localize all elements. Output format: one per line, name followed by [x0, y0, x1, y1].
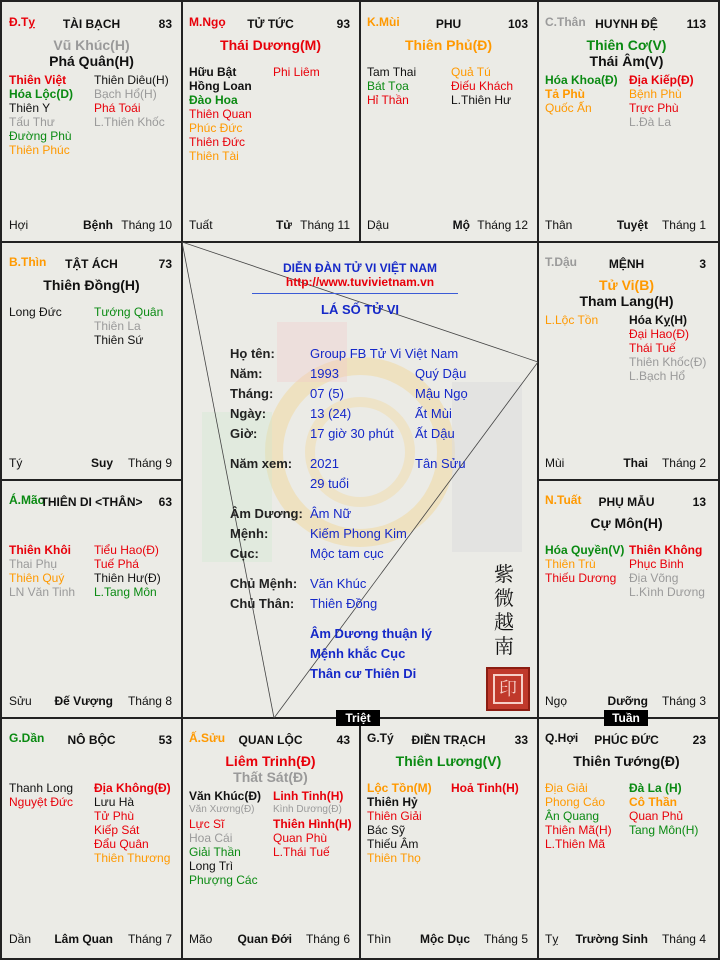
month-label: Tháng 4 — [661, 932, 706, 946]
main-star: Cự Môn(H) — [590, 515, 663, 531]
minor-star: Phục Binh — [629, 557, 684, 571]
calligraphy-char: 南 — [494, 634, 514, 658]
minor-star: L.Đà La — [629, 115, 672, 129]
minor-star: Thiên Y — [9, 101, 51, 115]
minor-star: Nguyệt Đức — [9, 795, 74, 809]
info-value: 07 (5) — [310, 386, 344, 401]
month-label: Tháng 6 — [305, 932, 350, 946]
minor-star: Quan Phủ — [629, 809, 684, 823]
minor-star: Hóa Khoa(Đ) — [545, 73, 618, 87]
info-label: Năm xem: — [230, 456, 293, 471]
minor-star: Thiên Mã(H) — [545, 823, 612, 837]
info-value: 17 giờ 30 phút — [310, 426, 394, 441]
minor-star: Hữu Bật — [189, 65, 237, 79]
minor-star: Phong Cáo — [545, 795, 606, 809]
minor-star: Đại Hao(Đ) — [629, 327, 690, 341]
minor-star: Thiên Sứ — [94, 333, 144, 347]
minor-star: Thiên Thọ — [367, 851, 421, 865]
minor-star: Kiếp Sát — [94, 823, 140, 837]
main-star: Phá Quân(H) — [49, 53, 134, 69]
minor-star: Địa Giải — [545, 781, 588, 795]
minor-star: Long Trì — [189, 859, 234, 873]
stage-label: Lâm Quan — [54, 932, 113, 946]
branch-label: Tỵ — [545, 932, 559, 946]
minor-star: Hóa Kỵ(H) — [629, 313, 688, 327]
palace-number: 93 — [336, 17, 350, 31]
note-line: Âm Dương thuận lý — [310, 626, 432, 641]
minor-star: Hóa Quyền(V) — [545, 543, 625, 557]
info-canchi: Mậu Ngọ — [415, 386, 468, 401]
info-canchi: Ất Dậu — [415, 426, 455, 441]
info-value: 2021 — [310, 456, 339, 471]
minor-star: Long Đức — [9, 305, 62, 319]
info-label: Mệnh: — [230, 526, 269, 541]
palace-number: 53 — [158, 733, 172, 747]
month-label: Tháng 3 — [661, 694, 706, 708]
month-label: Tháng 2 — [661, 456, 706, 470]
month-label: Tháng 8 — [127, 694, 172, 708]
minor-star: Ân Quang — [545, 809, 600, 823]
palace-number: 73 — [158, 257, 172, 271]
calligraphy-char: 越 — [494, 610, 514, 634]
minor-star: Địa Võng — [629, 571, 679, 585]
center-panel — [182, 242, 538, 718]
minor-star: Thiên Không — [629, 543, 703, 557]
info-value: Âm Nữ — [310, 506, 352, 521]
minor-star: Thiên Việt — [9, 73, 67, 87]
minor-star: Tang Môn(H) — [629, 823, 699, 837]
tuan-tag: Tuần — [604, 710, 648, 726]
minor-star: Văn Khúc(Đ) — [189, 789, 261, 803]
palace-number: 33 — [514, 733, 528, 747]
palace-name: QUAN LỘC — [238, 733, 303, 747]
cung-stem: K.Mùi — [367, 15, 400, 29]
minor-star: Thai Phụ — [9, 557, 58, 571]
minor-star: Đào Hoa — [189, 93, 238, 107]
palace-ngo[interactable] — [183, 3, 358, 240]
stage-label: Đế Vượng — [54, 694, 113, 708]
minor-star: Thiên Phúc — [9, 143, 70, 157]
palace-number: 23 — [692, 733, 706, 747]
minor-star: Thiên Khôi — [9, 543, 71, 557]
palace-mui[interactable] — [361, 3, 536, 240]
minor-star: Thiên Diêu(H) — [94, 73, 169, 87]
minor-star: Bát Tọa — [367, 79, 409, 93]
triet-tag: Triệt — [336, 710, 380, 726]
cung-stem: N.Tuất — [545, 493, 582, 507]
palace-number: 113 — [686, 17, 706, 31]
palace-dan[interactable] — [3, 719, 180, 954]
minor-star: Tam Thai — [367, 65, 417, 79]
info-value: Văn Khúc — [310, 576, 367, 591]
main-star: Thất Sát(Đ) — [233, 769, 308, 785]
minor-star: Hóa Lộc(D) — [9, 87, 73, 101]
info-value: 1993 — [310, 366, 339, 381]
minor-star: L.Kình Dương — [629, 585, 705, 599]
minor-star: Thiên Giải — [367, 809, 422, 823]
month-label: Tháng 10 — [121, 218, 172, 232]
minor-star: Thiên Tài — [189, 149, 239, 163]
stage-label: Dưỡng — [607, 694, 648, 708]
stage-label: Suy — [90, 456, 113, 470]
minor-star: Địa Kiếp(Đ) — [629, 73, 694, 87]
minor-star: Trực Phù — [629, 101, 679, 115]
cung-stem: B.Thìn — [9, 255, 47, 269]
palace-name: NÔ BỘC — [67, 733, 116, 747]
minor-star: Thiên Hư(Đ) — [94, 571, 161, 585]
minor-star: Thiên Đức — [189, 135, 246, 149]
minor-star: L.Lộc Tồn — [545, 313, 599, 327]
info-label: Cục: — [230, 546, 259, 561]
minor-star: Tướng Quân — [94, 305, 164, 319]
minor-star: Kình Dương(Đ) — [273, 804, 342, 815]
stage-label: Bệnh — [83, 218, 113, 232]
palace-name: THIÊN DI <THÂN> — [40, 495, 143, 509]
main-star: Thiên Đồng(H) — [43, 277, 140, 293]
minor-star: Thiên Quan — [189, 107, 252, 121]
palace-name: MỆNH — [608, 257, 645, 271]
palace-number: 13 — [692, 495, 706, 509]
minor-star: Đẩu Quân — [94, 837, 149, 851]
info-label: Năm: — [230, 366, 263, 381]
info-value: 29 tuổi — [310, 476, 350, 491]
minor-star: Tiểu Hao(Đ) — [94, 543, 159, 557]
info-value: Kiếm Phong Kim — [310, 526, 407, 541]
cung-stem: T.Dậu — [545, 255, 578, 269]
branch-label: Mão — [189, 932, 213, 946]
minor-star: Thái Tuế — [629, 341, 676, 355]
cung-stem: Ấ.Sửu — [189, 731, 226, 745]
minor-star: Bác Sỹ — [367, 823, 406, 837]
main-star: Tham Lang(H) — [579, 293, 674, 309]
minor-star: LN Văn Tinh — [9, 585, 76, 599]
minor-star: L.Thái Tuế — [273, 845, 330, 859]
month-label: Tháng 11 — [300, 218, 350, 232]
main-star: Liêm Trinh(Đ) — [225, 753, 316, 769]
minor-star: Bệnh Phù — [629, 87, 682, 101]
info-canchi: Quý Dậu — [415, 366, 467, 381]
minor-star: Bạch Hổ(H) — [94, 87, 157, 101]
minor-star: Thiên Hỷ — [367, 795, 418, 809]
branch-label: Sửu — [9, 694, 32, 708]
main-star: Thiên Tướng(Đ) — [573, 753, 680, 769]
minor-star: Tấu Thư — [9, 115, 55, 129]
minor-star: Quả Tú — [451, 65, 491, 79]
forum-url[interactable]: http://www.tuvivietnam.vn — [285, 275, 435, 289]
palace-number: 63 — [158, 495, 172, 509]
palace-tuat[interactable] — [539, 481, 714, 716]
minor-star: Hoa Cái — [189, 831, 233, 845]
minor-star: Đà La (H) — [629, 781, 682, 795]
minor-star: L.Thiên Hư — [451, 93, 512, 107]
branch-label: Thân — [545, 218, 573, 232]
branch-label: Tý — [9, 456, 23, 470]
minor-star: Thanh Long — [9, 781, 74, 795]
palace-number: 83 — [158, 17, 172, 31]
stage-label: Quan Đới — [237, 932, 292, 946]
info-label: Họ tên: — [230, 346, 275, 361]
minor-star: Linh Tinh(H) — [273, 789, 344, 803]
cung-stem: Á.Mão — [9, 493, 45, 507]
palace-ty2[interactable] — [361, 719, 536, 954]
minor-star: Quan Phù — [273, 831, 328, 845]
minor-star: Đường Phù — [9, 129, 72, 143]
minor-star: Thiên La — [94, 319, 141, 333]
branch-label: Dậu — [367, 218, 390, 232]
header-divider — [252, 293, 458, 294]
minor-star: Địa Không(Đ) — [94, 781, 171, 795]
note-line: Thân cư Thiên Di — [310, 666, 417, 681]
stage-label: Mộ — [452, 218, 470, 232]
info-value: Mộc tam cục — [310, 546, 384, 561]
main-star: Vũ Khúc(H) — [53, 37, 130, 53]
palace-dau[interactable] — [539, 243, 714, 478]
palace-than[interactable] — [539, 3, 714, 240]
minor-star: Giải Thần — [189, 845, 241, 859]
minor-star: Thiếu Âm — [367, 837, 419, 851]
info-canchi: Tân Sửu — [415, 456, 466, 471]
info-label: Ngày: — [230, 406, 267, 421]
palace-name: PHÚC ĐỨC — [594, 733, 659, 747]
minor-star: L.Bạch Hổ — [629, 369, 686, 383]
calligraphy-char: 微 — [494, 586, 514, 610]
minor-star: Hỉ Thần — [367, 93, 409, 107]
stage-label: Tử — [275, 218, 292, 232]
cung-stem: Q.Hợi — [545, 731, 579, 745]
palace-number: 3 — [699, 257, 706, 271]
red-seal — [486, 667, 530, 711]
palace-thin[interactable] — [3, 243, 180, 478]
minor-star: Phượng Các — [189, 873, 258, 887]
palace-name: TÀI BẠCH — [62, 17, 121, 31]
minor-star: Lực Sĩ — [189, 817, 225, 831]
calligraphy-char: 紫 — [494, 562, 514, 586]
forum-title: DIỄN ĐÀN TỬ VI VIỆT NAM — [283, 261, 437, 275]
minor-star: L.Thiên Khốc — [94, 115, 165, 129]
minor-star: Lộc Tồn(M) — [367, 781, 432, 795]
palace-suu[interactable] — [183, 719, 358, 954]
minor-star: Hồng Loan — [189, 79, 252, 93]
minor-star: Cô Thần — [629, 795, 677, 809]
minor-star: Thiên Hình(H) — [273, 817, 352, 831]
seal-char: 印 — [499, 679, 517, 699]
minor-star: Phá Toái — [94, 101, 141, 115]
chart-title: LÁ SỐ TỬ VI — [321, 302, 399, 317]
minor-star: Điếu Khách — [451, 79, 514, 93]
cung-stem: Đ.Tỵ — [9, 15, 36, 29]
month-label: Tháng 1 — [661, 218, 706, 232]
main-star: Thiên Lương(V) — [395, 753, 502, 769]
info-value: Thiên Đồng — [310, 596, 378, 611]
stage-label: Trường Sinh — [575, 932, 648, 946]
info-value: 13 (24) — [310, 406, 352, 421]
minor-star: Hoả Tinh(H) — [451, 781, 519, 795]
stage-label: Mộc Dục — [419, 932, 470, 946]
cung-stem: C.Thân — [545, 15, 586, 29]
main-star: Thiên Phủ(Đ) — [404, 37, 493, 53]
branch-label: Tuất — [189, 218, 213, 232]
minor-star: Lưu Hà — [94, 795, 135, 809]
palace-name: PHU — [435, 17, 462, 31]
minor-star: Thiên Trù — [545, 557, 596, 571]
info-canchi: Ất Mùi — [415, 406, 452, 421]
palace-name: ĐIỀN TRẠCH — [411, 733, 486, 747]
minor-star: L.Tang Môn — [94, 585, 157, 599]
cung-stem: G.Tý — [367, 731, 394, 745]
month-label: Tháng 7 — [127, 932, 172, 946]
main-star: Tử Vi(B) — [599, 277, 654, 293]
branch-label: Thìn — [367, 932, 392, 946]
minor-star: Tuế Phá — [94, 557, 139, 571]
minor-star: Thiên Khốc(Đ) — [629, 355, 707, 369]
main-star: Thái Dương(M) — [220, 37, 321, 53]
stage-label: Thai — [623, 456, 648, 470]
info-label: Chủ Mệnh: — [230, 576, 298, 591]
palace-number: 43 — [336, 733, 350, 747]
main-star: Thiên Cơ(V) — [586, 37, 667, 53]
minor-star: L.Thiên Mã — [545, 837, 606, 851]
minor-star: Thiên Quý — [9, 571, 65, 585]
stage-label: Tuyệt — [616, 218, 648, 232]
palace-name: TỬ TỨC — [247, 17, 294, 31]
month-label: Tháng 12 — [477, 218, 528, 232]
month-label: Tháng 9 — [127, 456, 172, 470]
palace-hoi[interactable] — [539, 719, 714, 954]
palace-name: TẬT ÁCH — [65, 257, 118, 271]
branch-label: Mùi — [545, 456, 565, 470]
palace-name: PHỤ MẪU — [598, 495, 655, 509]
info-value: Group FB Tử Vi Việt Nam — [310, 346, 459, 361]
cung-stem: M.Ngọ — [189, 15, 226, 29]
palace-ty[interactable] — [3, 3, 180, 240]
cung-stem: G.Dần — [9, 731, 45, 745]
main-star: Thái Âm(V) — [589, 53, 664, 69]
minor-star: Văn Xương(Đ) — [189, 804, 255, 815]
palace-number: 103 — [507, 17, 528, 31]
info-label: Tháng: — [230, 386, 274, 401]
month-label: Tháng 5 — [483, 932, 528, 946]
minor-star: Phúc Đức — [189, 121, 243, 135]
palace-mao[interactable] — [3, 481, 180, 716]
info-label: Giờ: — [230, 426, 258, 441]
branch-label: Hợi — [9, 218, 29, 232]
note-line: Mệnh khắc Cục — [310, 646, 406, 661]
minor-star: Thiếu Dương — [545, 571, 617, 585]
minor-star: Tử Phù — [94, 809, 135, 823]
minor-star: Quốc Ấn — [545, 101, 592, 115]
minor-star: Phi Liêm — [273, 65, 320, 79]
branch-label: Dần — [9, 932, 32, 946]
minor-star: Thiên Thương — [94, 851, 171, 865]
info-label: Âm Dương: — [230, 506, 303, 521]
minor-star: Tả Phù — [545, 87, 586, 101]
info-label: Chủ Thân: — [230, 596, 295, 611]
palace-name: HUYNH ĐỆ — [595, 17, 658, 31]
branch-label: Ngọ — [545, 694, 568, 708]
